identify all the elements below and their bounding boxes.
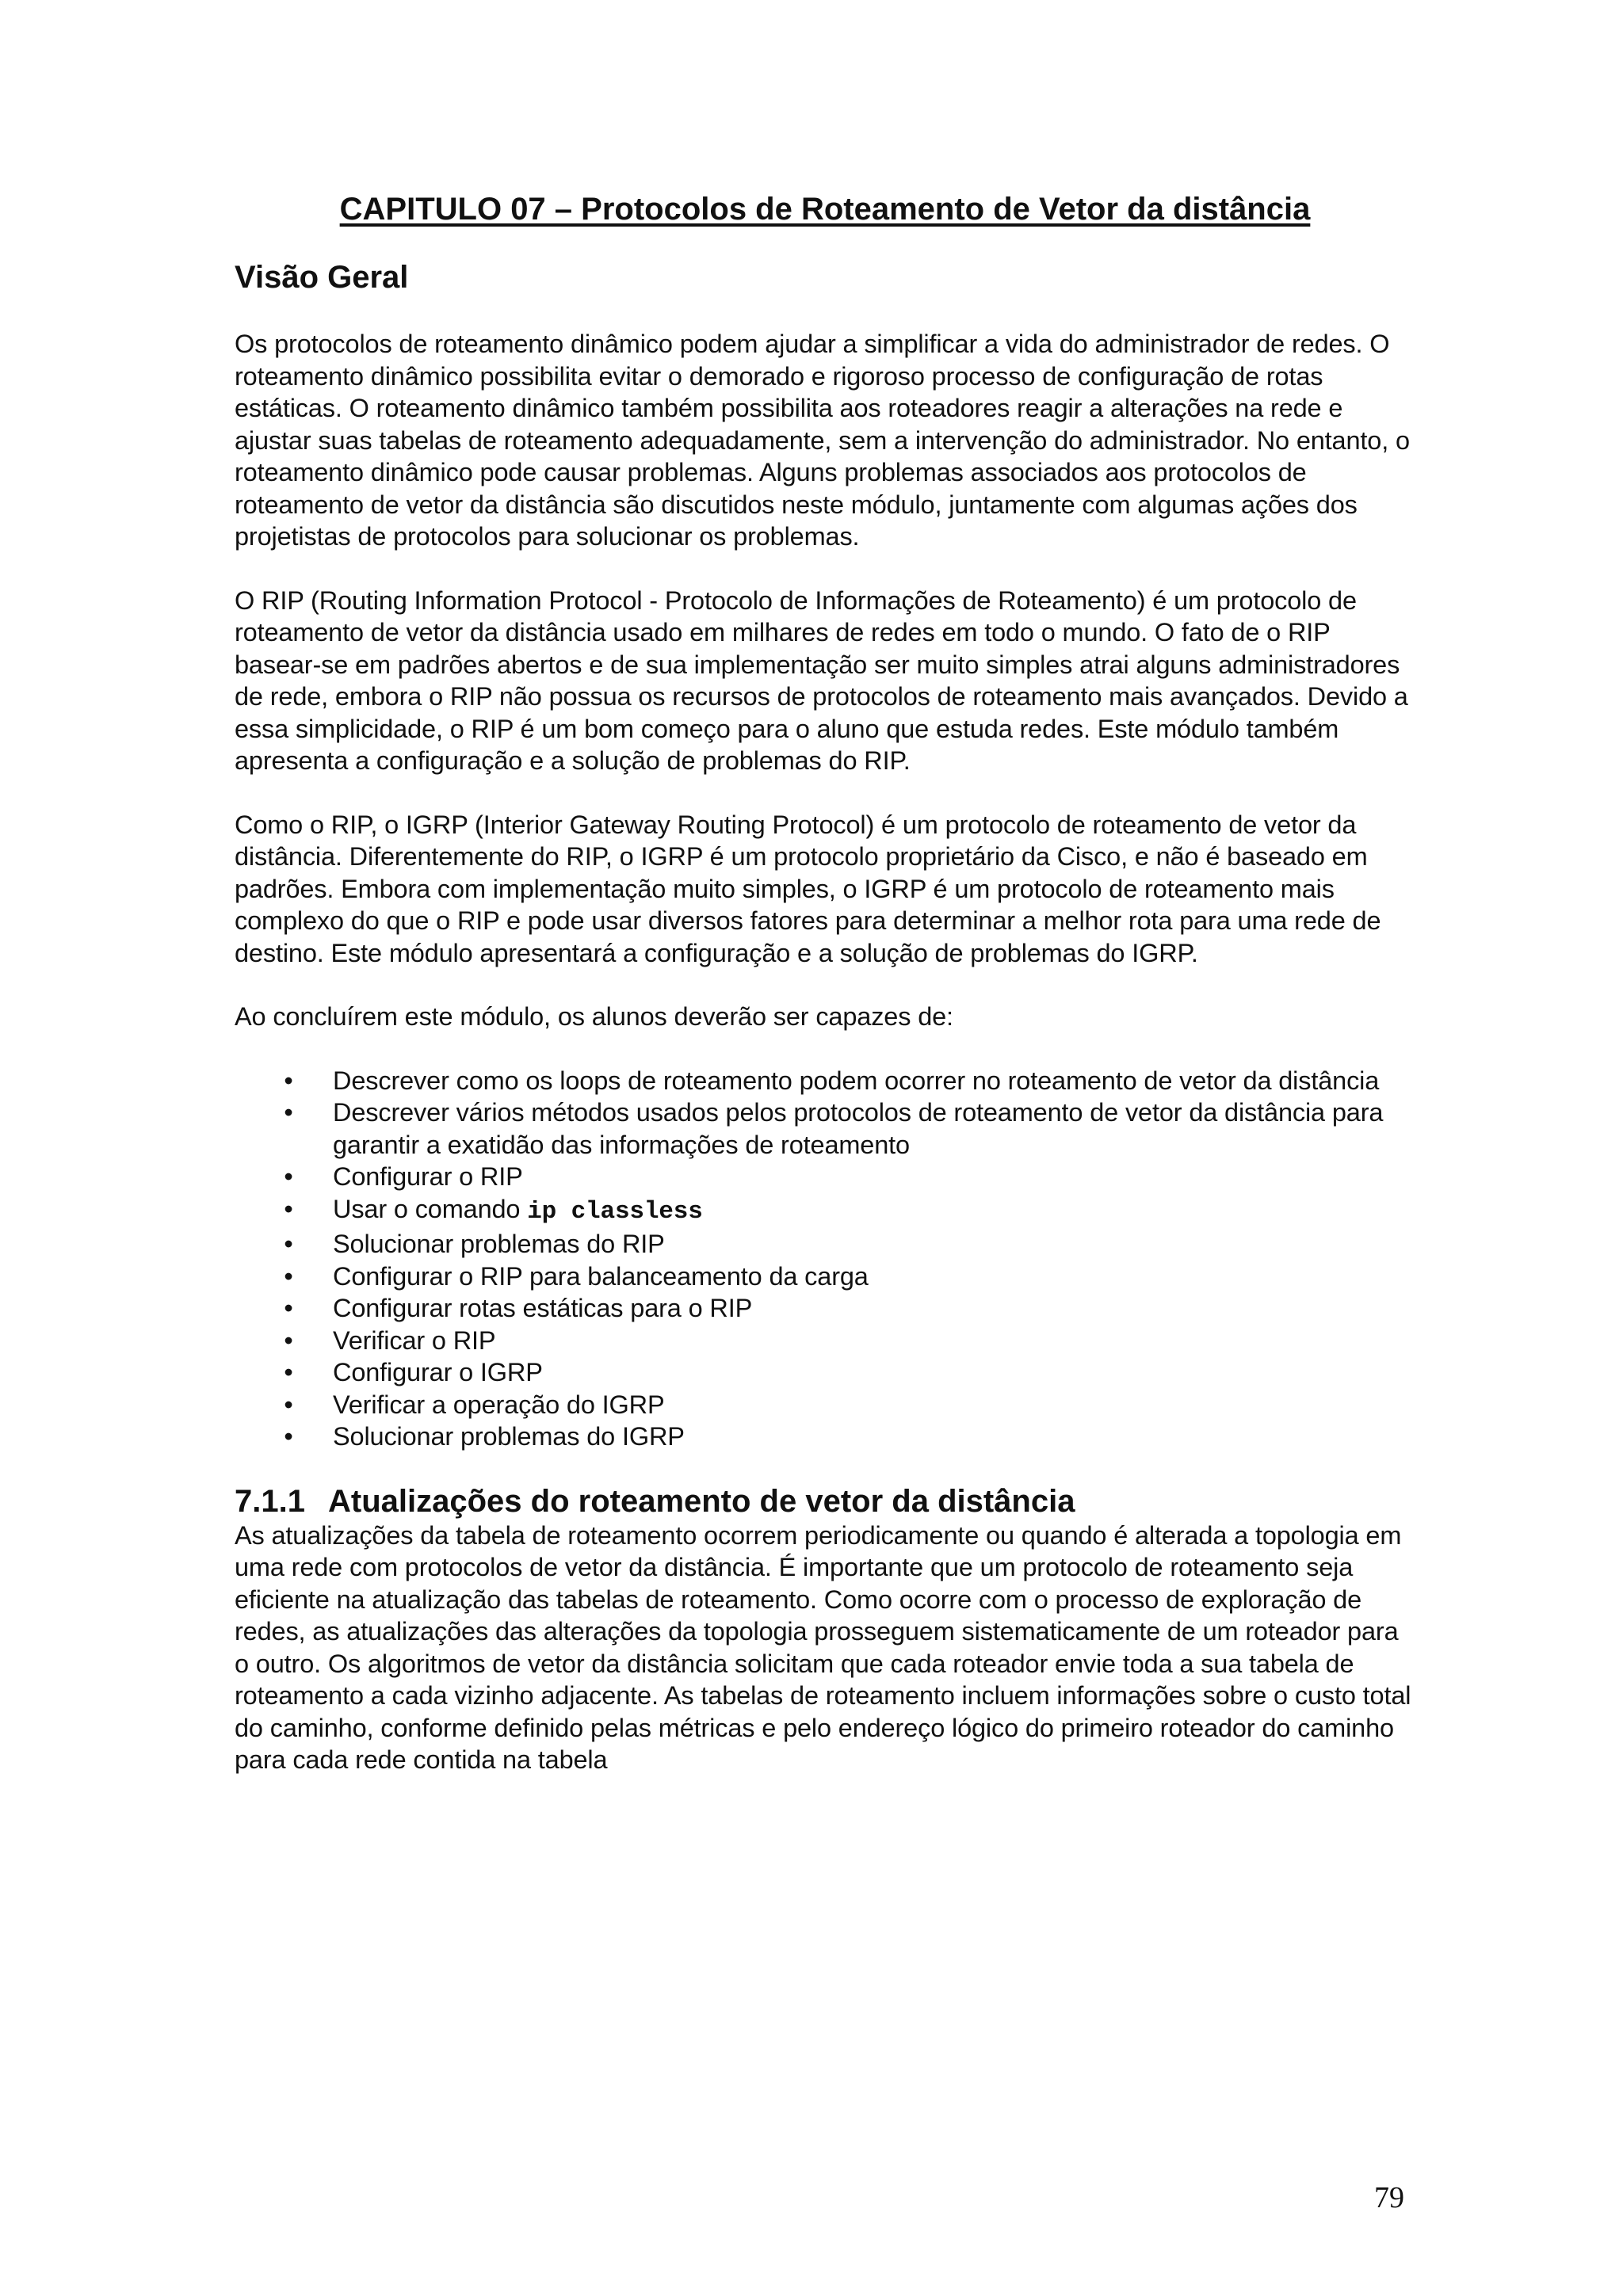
bullet-icon: • <box>284 1194 293 1223</box>
bullet-icon: • <box>284 1390 293 1419</box>
page-content <box>235 190 1415 1808</box>
list-item <box>235 1065 1415 1097</box>
bullet-icon: • <box>284 1098 293 1127</box>
list-item-text: Descrever como os loops de roteamento podem ocorrer no roteamento de vetor da distância <box>333 1066 1380 1095</box>
list-item-text: Configurar o RIP <box>333 1162 523 1191</box>
subsection-title: Atualizações do roteamento de vetor da distância <box>328 1483 1075 1519</box>
list-item-text: Configurar o RIP para balanceamento da carga <box>333 1261 869 1291</box>
command-code: ip classless <box>527 1197 703 1226</box>
overview-heading: Visão Geral <box>235 260 409 295</box>
list-item-text: Usar o comando <box>333 1194 528 1223</box>
chapter-title: CAPITULO 07 – Protocolos de Roteamento de Vetor da distância <box>339 192 1311 227</box>
bullet-icon: • <box>284 1325 293 1355</box>
list-item <box>235 1325 1415 1357</box>
subsection-number: 7.1.1 <box>235 1483 305 1519</box>
bullet-icon: • <box>284 1422 293 1451</box>
list-item-text: Solucionar problemas do RIP <box>333 1230 665 1258</box>
bullet-icon: • <box>284 1358 293 1386</box>
bullet-icon: • <box>284 1162 293 1191</box>
list-item <box>235 1389 1415 1421</box>
page-number: 79 <box>1374 2181 1404 2214</box>
bullet-icon: • <box>284 1261 293 1291</box>
bullet-icon: • <box>284 1294 293 1322</box>
objectives-intro: Ao concluírem este módulo, os alunos deverão ser capazes de: <box>235 1002 953 1031</box>
list-item <box>235 1193 1415 1229</box>
list-item-text: Solucionar problemas do IGRP <box>333 1422 685 1451</box>
list-item-text: Configurar o IGRP <box>333 1358 543 1386</box>
intro-paragraph: Os protocolos de roteamento dinâmico podem ajudar a simplificar a vida do administrador de redes. O roteamento dinâmico possibilita evitar o demorado e rigoroso processo de configuração de rotas estáticas. O roteamento dinâmico também possibilita aos roteadores reagir a alterações na rede e ajustar suas tabelas de roteamento adequadamente, sem a intervenção do administrador. No entanto, o roteamento dinâmico pode causar problemas. Alguns problemas associados aos protocolos de roteamento de vetor da distância são discutidos neste módulo, juntamente com algumas ações dos projetistas de protocolos para solucionar os problemas. <box>235 330 1410 551</box>
list-item-text: Verificar a operação do IGRP <box>333 1390 665 1419</box>
objectives-list <box>235 1065 1415 1453</box>
list-item-text: Configurar rotas estáticas para o RIP <box>333 1294 753 1322</box>
bullet-icon: • <box>284 1066 293 1095</box>
list-item <box>235 1161 1415 1193</box>
list-item <box>235 1097 1415 1161</box>
subsection-body: As atualizações da tabela de roteamento ocorrem periodicamente ou quando é alterada a topologia em uma rede com protocolos de vetor da distância. É importante que um protocolo de roteamento seja eficiente na atualização das tabelas de roteamento. Como ocorre com o processo de exploração de redes, as atualizações das alterações da topologia prosseguem sistematicamente de um roteador para o outro. Os algoritmos de vetor da distância solicitam que cada roteador envie toda a sua tabela de roteamento a cada vizinho adjacente. As tabelas de roteamento incluem informações sobre o custo total do caminho, conforme definido pelas métricas e pelo endereço lógico do primeiro roteador do caminho para cada rede contida na tabela <box>235 1520 1411 1774</box>
subsection-heading <box>235 1483 1415 1520</box>
igrp-paragraph: Como o RIP, o IGRP (Interior Gateway Routing Protocol) é um protocolo de roteamento de vetor da distância. Diferentemente do RIP, o IGRP é um protocolo proprietário da Cisco, e não é baseado em padrões. Embora com implementação muito simples, o IGRP é um protocolo de roteamento mais complexo do que o RIP e pode usar diversos fatores para determinar a melhor rota para uma rede de destino. Este módulo apresentará a configuração e a solução de problemas do IGRP. <box>235 810 1381 967</box>
list-item <box>235 1356 1415 1389</box>
rip-paragraph: O RIP (Routing Information Protocol - Protocolo de Informações de Roteamento) é um protocolo de roteamento de vetor da distância usado em milhares de redes em todo o mundo. O fato de o RIP basear-se em padrões abertos e de sua implementação ser muito simples atrai alguns administradores de rede, embora o RIP não possua os recursos de protocolos de roteamento mais avançados. Devido a essa simplicidade, o RIP é um bom começo para o aluno que estuda redes. Este módulo também apresenta a configuração e a solução de problemas do RIP. <box>235 585 1408 775</box>
list-item <box>235 1421 1415 1453</box>
list-item <box>235 1261 1415 1293</box>
list-item <box>235 1292 1415 1325</box>
list-item <box>235 1228 1415 1261</box>
list-item-text: Descrever vários métodos usados pelos protocolos de roteamento de vetor da distância para garantir a exatidão das informações de roteamento <box>333 1098 1384 1159</box>
bullet-icon: • <box>284 1230 293 1258</box>
list-item-text: Verificar o RIP <box>333 1325 496 1355</box>
